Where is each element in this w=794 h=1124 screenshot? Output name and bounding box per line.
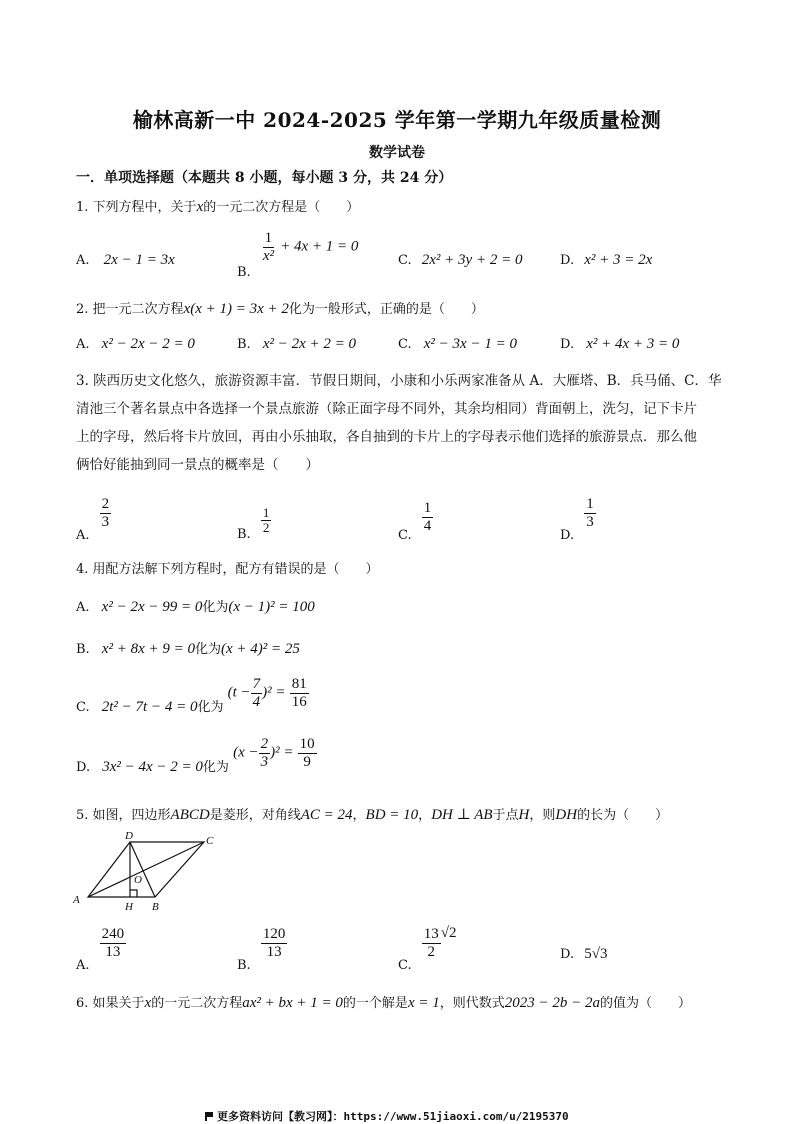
q4-option-c: C. 2t² − 7t − 4 = 0化为 (t − $\frac{7}{4}$ )² = $\frac{81}{16}$ — [76, 676, 307, 715]
q2-option-d: D. x² + 4x + 3 = 0 — [560, 336, 680, 352]
label-b: B — [152, 901, 159, 913]
question-5: 5. 如图，四边形ABCD是菱形，对角线AC = 24，BD = 10，DH ⊥ AB于点H，则DH的长为（ ） — [76, 807, 669, 823]
section-heading: 一．单项选择题（本题共 8 小题，每小题 3 分，共 24 分） — [76, 170, 453, 186]
page-title: 榆林高新一中 2024-2025 学年第一学期九年级质量检测 — [132, 108, 662, 132]
q3-option-d: D. $\frac{1}{3}$ — [560, 496, 594, 543]
question-2: 2. 把一元二次方程x(x + 1) = 3x + 2化为一般形式，正确的是（ ） — [76, 301, 484, 317]
q2-option-a: A. x² − 2x − 2 = 0 — [76, 336, 195, 352]
q3-option-a: A. $\frac{2}{3}$ — [76, 496, 110, 543]
q2-option-b: B. x² − 2x + 2 = 0 — [237, 336, 357, 352]
q1-option-c: C. 2x² + 3y + 2 = 0 — [398, 252, 523, 268]
label-o: O — [134, 874, 142, 886]
diagonal-ac — [88, 842, 204, 897]
q4-option-d: D. 3x² − 4x − 2 = 0化为 (x − $\frac{2}{3}$ )² = $\frac{10}{9}$ — [76, 736, 315, 775]
q4-option-b: B. x² + 8x + 9 = 0化为(x + 4)² = 25 — [76, 641, 300, 657]
q5-option-d: D. 5√3 — [560, 946, 608, 962]
label-h: H — [125, 901, 133, 913]
label-a: A — [73, 894, 80, 906]
right-angle-mark — [130, 890, 137, 897]
q5-option-a: A. $\frac{240}{13}$ — [76, 926, 125, 973]
rhombus-figure — [70, 826, 220, 916]
question-1: 1. 下列方程中，关于x的一元二次方程是（ ） — [76, 199, 360, 215]
q4-option-a: A. x² − 2x − 99 = 0化为(x − 1)² = 100 — [76, 599, 315, 615]
footer-link[interactable]: 更多资料访问【教习网】：https://www.51jiaoxi.com/u/2195370 — [205, 1108, 569, 1124]
diagonal-bd — [130, 842, 155, 897]
question-3: 3. 陕西历史文化悠久，旅游资源丰富．节假日期间，小康和小乐两家准备从 A．大雁塔、B．兵马俑、C．华 清池三个著名景点中各选择一个景点旅游（除正面字母不同外，其余均相同）背面朝上，洗匀，记下卡片 上的字母，然后将卡片放回，再由小乐抽取，各自抽到的卡片上的字母表示他们选择的旅游景点．那么他 俩恰好能抽到同一景点的概率是（ ） — [76, 373, 722, 473]
q3-option-c: C. $\frac{1}{4}$ — [398, 500, 432, 543]
label-c: C — [206, 835, 214, 847]
q5-option-c: C. $\frac{13}{2}$ √2 — [398, 924, 457, 973]
q1-option-d: D. x² + 3 = 2x — [560, 252, 653, 268]
q3-option-b: B. $\frac{1}{2}$ — [237, 505, 270, 543]
flag-icon — [205, 1112, 213, 1121]
question-4: 4. 用配方法解下列方程时，配方有错误的是（ ） — [76, 562, 379, 577]
page-subtitle: 数学试卷 — [369, 145, 425, 161]
q5-option-b: B. $\frac{120}{13}$ — [237, 926, 286, 973]
q1-option-a: A. 2x − 1 = 3x — [76, 252, 175, 268]
label-d: D — [125, 830, 133, 842]
q1-option-b: B. $\frac{1}{\text{x²}}$ + 4x + 1 = 0 — [237, 230, 359, 280]
question-6: 6. 如果关于x的一元二次方程ax² + bx + 1 = 0的一个解是x = 1，则代数式2023 − 2b − 2a的值为（ ） — [76, 995, 691, 1011]
q2-option-c: C. x² − 3x − 1 = 0 — [398, 336, 517, 352]
